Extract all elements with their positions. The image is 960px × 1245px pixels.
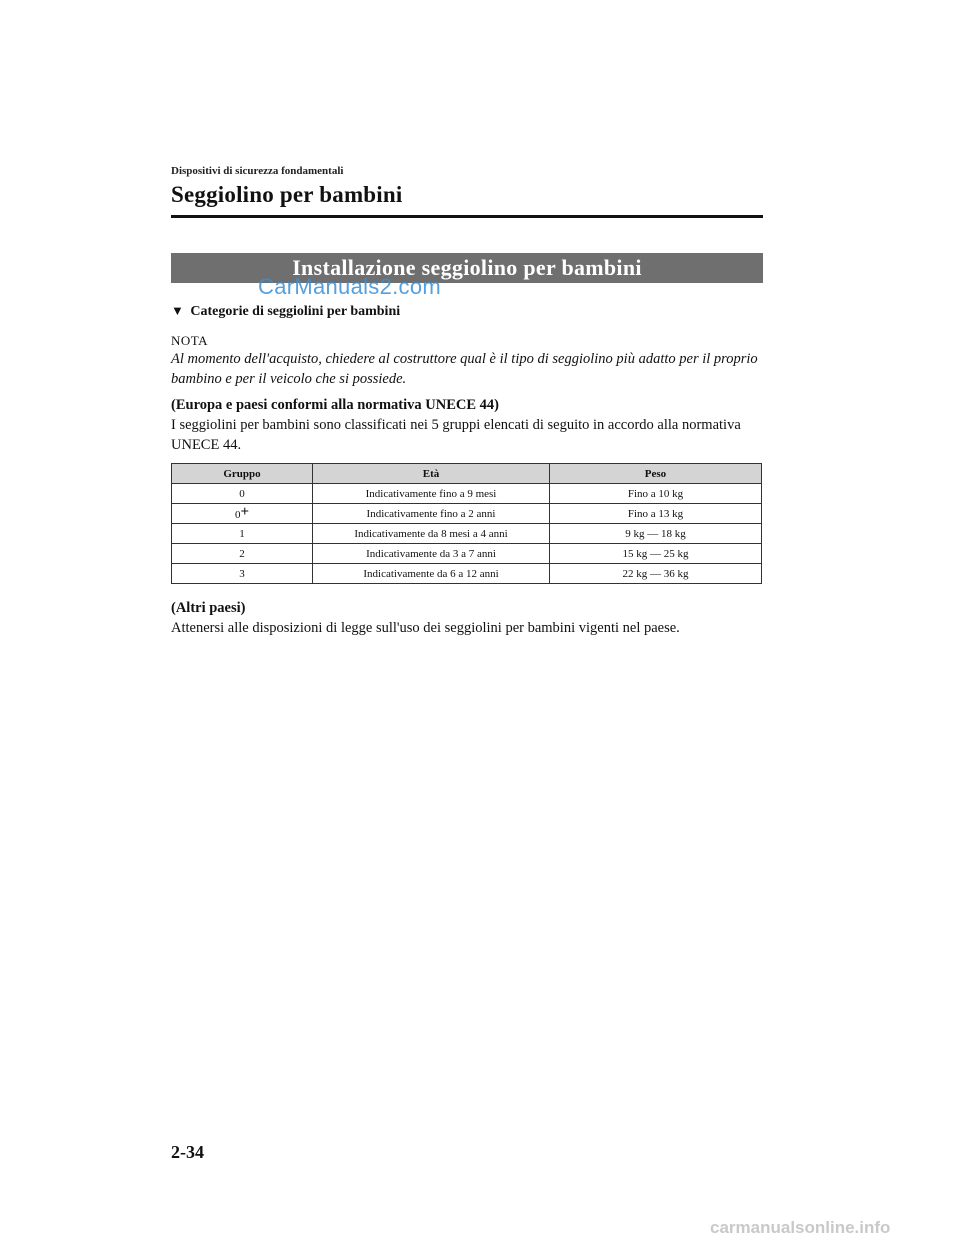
header-divider xyxy=(171,215,763,218)
section-title: Seggiolino per bambini xyxy=(171,182,403,207)
table-row xyxy=(172,484,762,504)
table-row xyxy=(172,544,762,564)
banner-title: Installazione seggiolino per bambini xyxy=(292,255,642,280)
header-peso: Peso xyxy=(550,464,762,484)
page-number: 2-34 xyxy=(171,1142,204,1162)
subheading xyxy=(171,303,400,320)
cell-eta: Indicativamente fino a 2 anni xyxy=(313,504,550,524)
note-text: Al momento dell'acquisto, chiedere al costruttore qual è il tipo di seggiolino più adatto per il proprio bambino e per il veicolo che si possiede. xyxy=(171,351,758,387)
table-row xyxy=(172,504,762,524)
table-row xyxy=(172,524,762,544)
cell-peso: Fino a 10 kg xyxy=(550,484,762,504)
cell-peso: Fino a 13 kg xyxy=(550,504,762,524)
note-label: NOTA xyxy=(171,333,209,348)
cell-eta: Indicativamente da 6 a 12 anni xyxy=(313,564,550,584)
table-row xyxy=(172,564,762,584)
cell-eta: Indicativamente da 3 a 7 anni xyxy=(313,544,550,564)
cell-peso: 15 kg — 25 kg xyxy=(550,544,762,564)
header-eta: Età xyxy=(313,464,550,484)
child-seat-groups-table xyxy=(171,463,762,584)
cell-gruppo: 3 xyxy=(172,564,313,584)
others-text: Attenersi alle disposizioni di legge sull'uso dei seggiolini per bambini vigenti nel paese. xyxy=(171,620,680,636)
header-gruppo: Gruppo xyxy=(172,464,313,484)
cell-eta: Indicativamente da 8 mesi a 4 anni xyxy=(313,524,550,544)
cell-gruppo: 0+ xyxy=(172,504,313,524)
cell-peso: 9 kg — 18 kg xyxy=(550,524,762,544)
cell-eta: Indicativamente fino a 9 mesi xyxy=(313,484,550,504)
triangle-down-icon: ▼ xyxy=(171,303,184,318)
cell-gruppo: 1 xyxy=(172,524,313,544)
cell-peso: 22 kg — 36 kg xyxy=(550,564,762,584)
cell-gruppo: 2 xyxy=(172,544,313,564)
table-header-row xyxy=(172,464,762,484)
plus-icon: + xyxy=(240,503,250,520)
breadcrumb: Dispositivi di sicurezza fondamentali xyxy=(171,165,344,177)
cell-gruppo: 0 xyxy=(172,484,313,504)
europe-title: (Europa e paesi conformi alla normativa UNECE 44) xyxy=(171,397,499,413)
europe-text: I seggiolini per bambini sono classificati nei 5 gruppi elencati di seguito in accordo alla normativa UNECE 44. xyxy=(171,417,741,453)
watermark-logo-top: CarManuals2.com xyxy=(258,274,442,299)
subheading-text: Categorie di seggiolini per bambini xyxy=(190,304,401,319)
others-title: (Altri paesi) xyxy=(171,600,246,616)
watermark-logo-bottom: carmanualsonline.info xyxy=(710,1218,891,1237)
